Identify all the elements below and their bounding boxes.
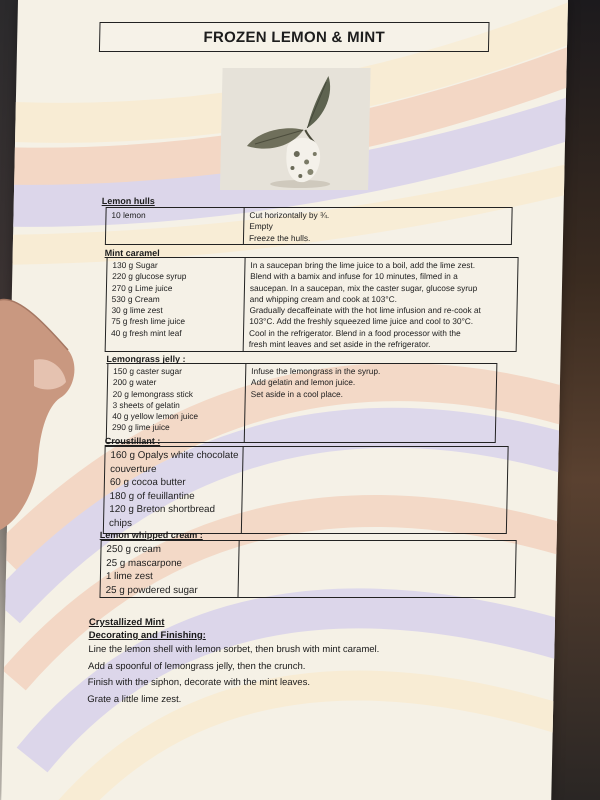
step-item: Gradually decaffeinate with the hot lime infusion and re-cook at (249, 305, 481, 316)
decorating-heading: Decorating and Finishing: (88, 630, 206, 641)
step-item: Set aside in a cool place. (250, 388, 344, 399)
table-lemon-whipped-cream (99, 540, 516, 598)
page-title-text: FROZEN LEMON & MINT (203, 28, 386, 46)
steps-mint-caramel (244, 258, 518, 351)
ingredient-item: 40 g yellow lemon juice (112, 411, 199, 422)
steps-lemongrass-jelly (245, 364, 497, 442)
step-item: 103°C. Add the freshly squeezed lime juice and cool to 30°C. (249, 316, 474, 327)
steps-lemon-whipped-cream (238, 541, 515, 597)
ingredient-item: 40 g fresh mint leaf (110, 327, 182, 338)
section-label-lemongrass-jelly: Lemongrass jelly : (106, 354, 186, 364)
lemon-dessert-illustration (220, 68, 371, 190)
recipe-sheet (1, 0, 568, 800)
ingredients-croustillant (104, 447, 244, 533)
step-item: Add gelatin and lemon juice. (250, 377, 356, 388)
finishing-line: Grate a little lime zest. (87, 693, 182, 705)
finishing-line: Finish with the siphon, decorate with the mint leaves. (87, 677, 311, 688)
step-item: Blend with a bamix and infuse for 10 minutes, filmed in a (250, 271, 458, 282)
ingredient-item: 270 g Lime juice (111, 282, 173, 293)
step-item: Empty (249, 221, 273, 232)
ingredient-item: 180 g of feuillantine (109, 490, 195, 502)
crystallized-mint-heading: Crystallized Mint (88, 617, 165, 628)
ingredients-lemon-hulls (106, 208, 245, 244)
ingredients-lemon-whipped-cream (100, 541, 239, 597)
ingredient-item: 530 g Cream (111, 293, 160, 304)
ingredient-item: 1 lime zest (105, 571, 153, 583)
ingredient-item: 75 g fresh lime juice (111, 316, 186, 327)
ingredient-item: 10 lemon (111, 210, 146, 220)
table-croustillant (103, 446, 509, 534)
ingredient-item: 220 g glucose syrup (112, 271, 187, 282)
ingredient-item: 160 g Opalys white chocolate (110, 450, 239, 461)
finishing-line: Add a spoonful of lemongrass jelly, then the crunch. (87, 660, 306, 672)
ingredient-item: 120 g Breton shortbread (109, 504, 216, 516)
step-item: saucepan. In a saucepan, mix the caster sugar, glucose syrup (249, 282, 478, 293)
finishing-section (87, 616, 380, 708)
section-label-lemon-whipped-cream: Lemon whipped cream : (99, 530, 203, 540)
dessert-photo (220, 68, 371, 190)
step-item: fresh mint leaves and set aside in the refrigerator. (248, 339, 431, 350)
section-label-mint-caramel: Mint caramel (104, 248, 160, 258)
ingredient-item: 200 g water (112, 377, 157, 388)
steps-lemon-hulls (244, 208, 512, 244)
table-lemongrass-jelly (106, 363, 498, 443)
ingredient-item: 250 g cream (106, 544, 162, 555)
page-title (99, 22, 490, 52)
section-label-croustillant: Croustillant : (104, 436, 161, 446)
ingredient-item: 30 g lime zest (111, 305, 163, 316)
ingredient-item: 20 g lemongrass stick (112, 388, 194, 399)
ingredient-item: 150 g caster sugar (113, 366, 183, 376)
step-item: Infuse the lemongrass in the syrup. (251, 366, 381, 376)
step-item: In a saucepan bring the lime juice to a boil, add the lime zest. (250, 260, 476, 270)
ingredient-item: 290 g lime juice (111, 422, 170, 433)
finishing-line: Line the lemon shell with lemon sorbet, then brush with mint caramel. (88, 644, 380, 655)
ingredients-mint-caramel (106, 258, 246, 351)
thumb-shape (0, 290, 80, 530)
table-lemon-hulls (105, 207, 513, 245)
ingredient-item: 25 g powdered sugar (105, 584, 198, 596)
ingredient-item: chips (108, 517, 133, 529)
section-label-lemon-hulls: Lemon hulls (101, 196, 155, 206)
step-item: and whipping cream and cook at 103°C. (249, 293, 398, 304)
step-item: Cool in the refrigerator. Blend in a food processor with the (248, 327, 461, 338)
step-item: Cut horizontally by ¾. (249, 210, 330, 220)
step-item: Freeze the hulls. (248, 232, 311, 243)
ingredient-item: couverture (110, 463, 157, 475)
ingredient-item: 3 sheets of gelatin (112, 399, 180, 410)
table-mint-caramel (105, 257, 519, 352)
ingredient-item: 60 g cocoa butter (109, 477, 186, 489)
ingredient-item: 25 g mascarpone (106, 557, 183, 569)
ingredient-item: 130 g Sugar (112, 260, 158, 270)
steps-croustillant (242, 447, 508, 533)
holding-thumb (0, 290, 80, 530)
ingredients-lemongrass-jelly (107, 364, 247, 442)
